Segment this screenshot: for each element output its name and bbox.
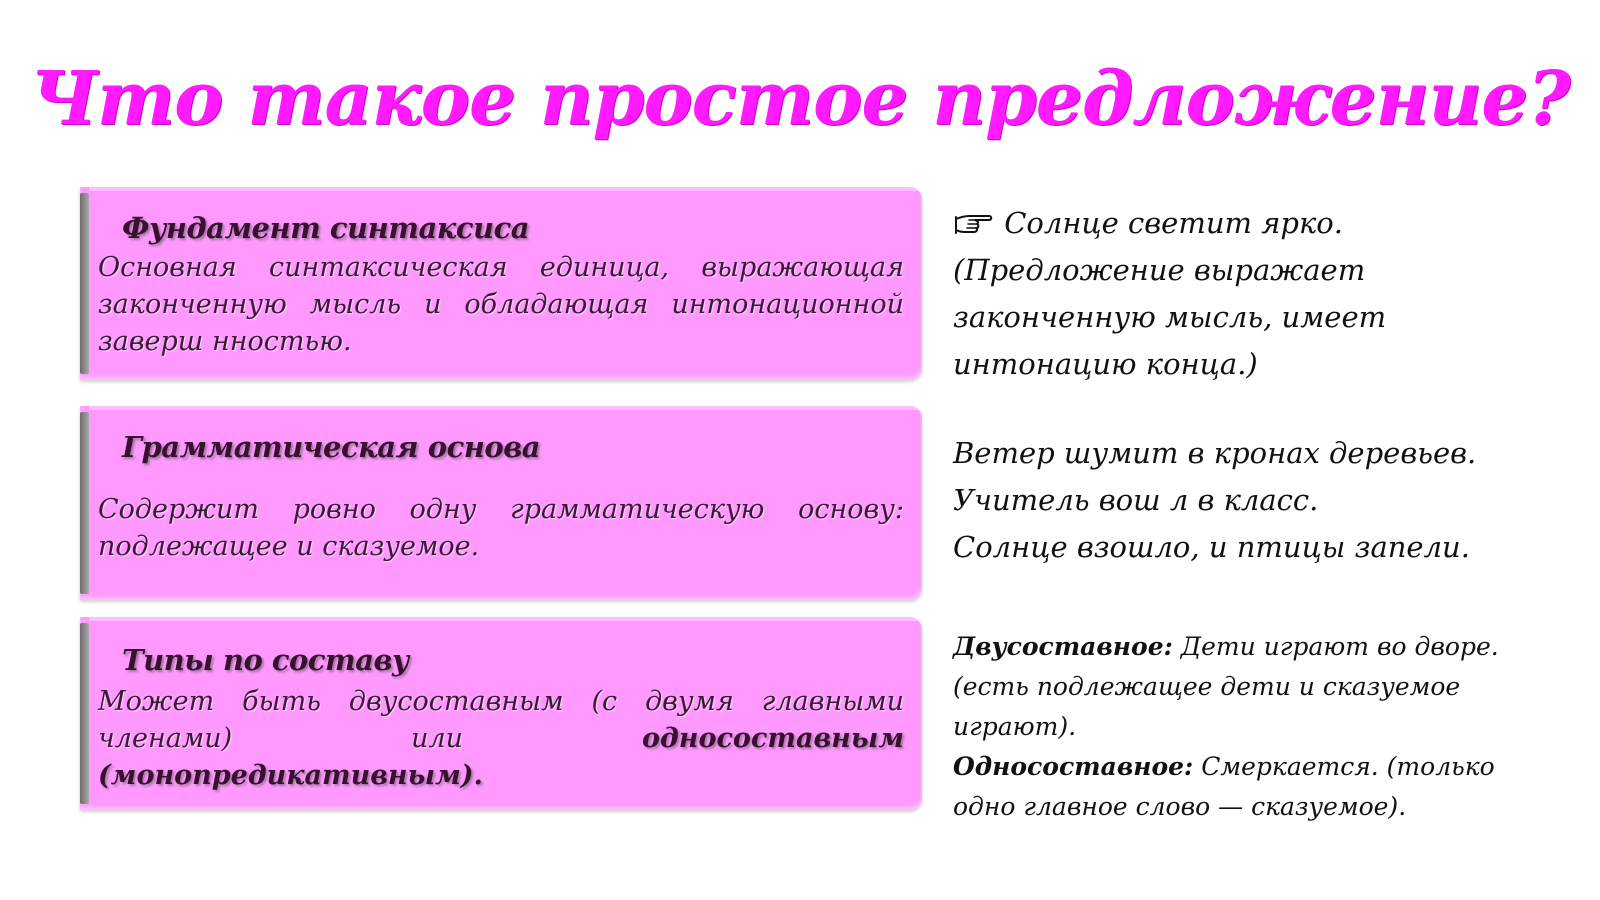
card-heading: Грамматическая основа	[122, 430, 541, 464]
one-part-label: Односоставное:	[953, 752, 1194, 781]
example-sentence: Учитель вош л в класс.	[953, 483, 1319, 517]
example-sentence-line	[953, 200, 1553, 247]
example-sentence: Солнце светит ярко.	[1004, 206, 1343, 240]
card-body	[98, 683, 904, 794]
two-part-label: Двусоставное:	[953, 632, 1173, 661]
example-block-3	[953, 627, 1563, 827]
example-sentence: Солнце взошло, и птицы запели.	[953, 530, 1470, 564]
slide-title: Что такое простое предложение?	[30, 56, 1570, 142]
example-block-1	[953, 200, 1553, 388]
two-part-text: Дети играют во дворе. (есть подлежащее дети и сказуемое играют).	[953, 632, 1499, 741]
card-heading: Фундамент синтаксиса	[122, 211, 530, 245]
two-part-example	[953, 627, 1563, 747]
card-composition-types	[80, 617, 922, 810]
card-body-bold-text: односоставным (монопредикативным).	[98, 723, 904, 791]
card-body-text: Может быть двусоставным (с двумя главными членами) или	[98, 686, 904, 754]
card-heading: Типы по составу	[122, 643, 409, 677]
one-part-text: Смеркается. (только одно главное слово — сказуемое).	[953, 752, 1495, 821]
example-sentence: Ветер шумит в кронах деревьев.	[953, 436, 1477, 470]
example-explanation: (Предложение выражает законченную мысль, имеет интонацию конца.)	[953, 253, 1387, 381]
example-block-2	[953, 430, 1553, 571]
pointing-hand-icon	[953, 211, 995, 237]
card-body: Основная синтаксическая единица, выражающая законченную мысль и обладающая интонационной заверш нностью.	[98, 252, 904, 357]
card-body: Содержит ровно одну грамматическую основу: подлежащее и сказуемое.	[98, 494, 904, 562]
card-syntax-foundation	[80, 187, 922, 380]
one-part-example	[953, 747, 1563, 827]
card-grammatical-basis	[80, 406, 922, 600]
